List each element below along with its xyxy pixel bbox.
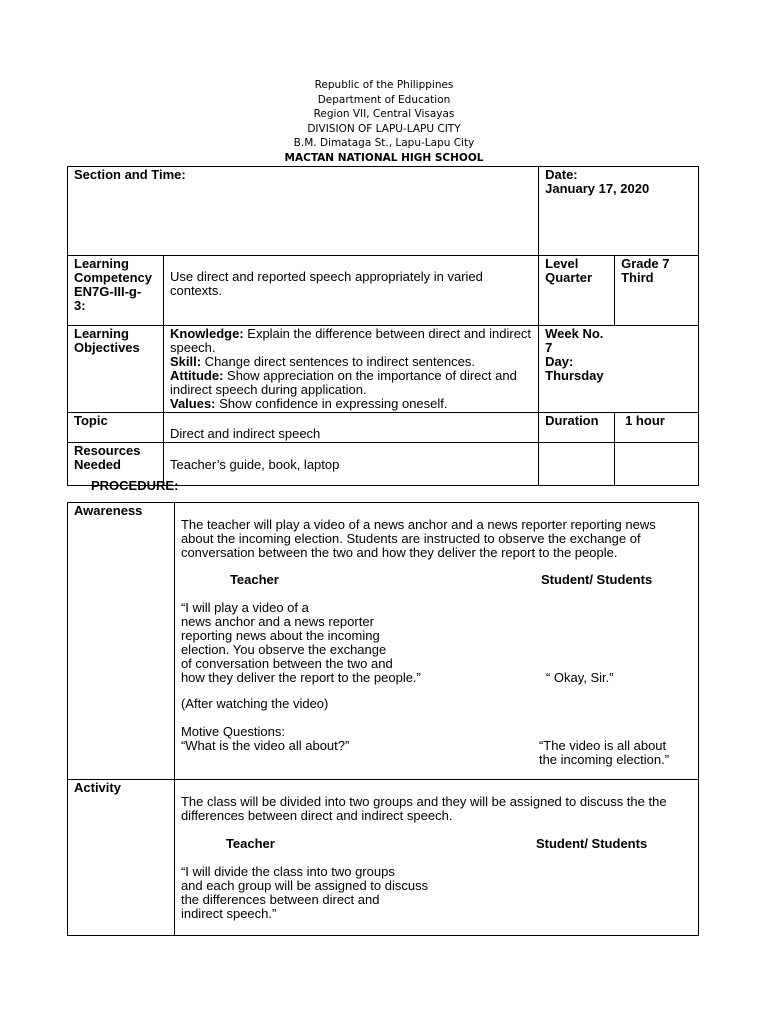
section-time-label: Section and Time:	[74, 167, 186, 182]
competency-row	[68, 256, 699, 326]
awareness-teacher-line4: election. You observe the exchange	[180, 642, 387, 657]
activity-teacher-line2: and each group will be assigned to discuss	[180, 878, 429, 893]
objectives-label-line1: Learning	[74, 326, 129, 341]
header-republic: Republic of the Philippines	[314, 79, 454, 91]
competency-text: Use direct and reported speech appropriately in varied contexts.	[169, 269, 483, 298]
awareness-teacher-line6: how they deliver the report to the people.”	[180, 670, 421, 685]
school-header	[0, 78, 768, 166]
awareness-label-cell	[68, 503, 175, 780]
quarter-label: Quarter	[545, 270, 593, 285]
knowledge-text: Explain the difference between direct and indirect speech.	[169, 326, 532, 355]
attitude-objective	[170, 369, 532, 397]
week-day-cell	[539, 326, 699, 413]
header-address: B.M. Dimataga St., Lapu-Lapu City	[293, 137, 475, 150]
activity-label-cell	[68, 780, 175, 936]
competency-text-cell	[163, 256, 538, 326]
awareness-motive-question: “What is the video all about?”	[180, 738, 350, 753]
competency-label-cell	[68, 256, 164, 326]
knowledge-objective	[170, 327, 532, 355]
awareness-teacher-heading: Teacher	[229, 572, 279, 587]
activity-teacher-line4: indirect speech.”	[180, 906, 277, 921]
activity-content-cell	[174, 780, 698, 936]
quarter-value: Third	[621, 270, 654, 285]
objectives-text-cell	[163, 326, 538, 413]
activity-label: Activity	[74, 780, 121, 795]
level-label: Level	[545, 256, 579, 271]
resources-empty-cell-1	[539, 443, 615, 486]
activity-teacher-line3: the differences between direct and	[180, 892, 380, 907]
resources-text: Teacher’s guide, book, laptop	[169, 457, 340, 472]
awareness-after-video: (After watching the video)	[180, 696, 329, 711]
objectives-row	[68, 326, 699, 413]
knowledge-label: Knowledge:	[169, 326, 244, 341]
day-value: Thursday	[545, 368, 604, 383]
activity-intro: The class will be divided into two groups and they will be assigned to discuss the the differences between direct and indirect speech.	[180, 794, 667, 823]
awareness-intro: The teacher will play a video of a news anchor and a news reporter reporting news about the incoming election. Students are instructed to observe the exchange of conversation between the two and how they deliver the report to the people.	[180, 517, 656, 560]
date-cell	[539, 167, 699, 256]
skill-objective	[170, 355, 532, 369]
week-label: Week No.	[545, 326, 604, 341]
competency-label-line4: 3:	[74, 298, 86, 313]
competency-label-line1: Learning	[74, 256, 129, 271]
topic-text-cell	[163, 413, 538, 443]
awareness-label: Awareness	[74, 503, 143, 518]
duration-label-cell	[539, 413, 615, 443]
attitude-text: Show appreciation on the importance of direct and indirect speech during application.	[169, 368, 517, 397]
duration-label: Duration	[545, 413, 599, 428]
awareness-row	[68, 503, 699, 780]
activity-teacher-line1: “I will divide the class into two groups	[180, 864, 395, 879]
date-value: January 17, 2020	[545, 181, 650, 196]
lesson-info-table	[67, 166, 699, 486]
topic-text: Direct and indirect speech	[169, 426, 321, 441]
header-region: Region VII, Central Visayas	[313, 108, 455, 121]
resources-text-cell	[163, 443, 538, 486]
header-department: Department of Education	[317, 93, 451, 106]
topic-label-cell	[68, 413, 164, 443]
competency-label-line3: EN7G-III-g-	[74, 284, 142, 299]
activity-row	[68, 780, 699, 936]
awareness-content	[175, 503, 698, 779]
procedure-title: PROCEDURE:	[91, 478, 179, 493]
activity-teacher-heading: Teacher	[225, 836, 275, 851]
skill-text: Change direct sentences to indirect sentences.	[201, 354, 475, 369]
awareness-content-cell	[174, 503, 698, 780]
resources-label-line1: Resources	[74, 443, 141, 458]
awareness-teacher-line1: “I will play a video of a	[180, 600, 309, 615]
week-value: 7	[545, 340, 553, 355]
level-value: Grade 7	[621, 256, 670, 271]
awareness-motive-heading: Motive Questions:	[180, 724, 285, 739]
topic-row	[68, 413, 699, 443]
awareness-student-reply2-line1: “The video is all about	[538, 738, 667, 753]
awareness-teacher-line5: of conversation between the two and	[180, 656, 393, 671]
awareness-teacher-line2: news anchor and a news reporter	[180, 614, 374, 629]
date-label: Date:	[545, 167, 578, 182]
awareness-student-heading: Student/ Students	[540, 572, 653, 587]
activity-content	[175, 780, 698, 935]
resources-empty-cell-2	[615, 443, 699, 486]
awareness-student-reply1: “ Okay, Sir.”	[545, 670, 614, 685]
objectives-label-cell	[68, 326, 164, 413]
awareness-teacher-line3: reporting news about the incoming	[180, 628, 380, 643]
objectives-label-line2: Objectives	[74, 340, 140, 355]
topic-label: Topic	[74, 413, 108, 428]
values-objective	[170, 397, 532, 411]
activity-student-heading: Student/ Students	[535, 836, 648, 851]
duration-value: 1 hour	[625, 413, 665, 428]
header-division: DIVISION OF LAPU-LAPU CITY	[307, 122, 461, 135]
procedure-table	[67, 502, 699, 936]
attitude-label: Attitude:	[169, 368, 224, 383]
level-quarter-value-cell	[615, 256, 699, 326]
values-label: Values:	[169, 396, 216, 411]
competency-label-line2: Competency	[74, 270, 153, 285]
section-row	[68, 167, 699, 256]
awareness-student-reply2-line2: the incoming election.”	[538, 752, 670, 767]
values-text: Show confidence in expressing oneself.	[215, 396, 448, 411]
skill-label: Skill:	[169, 354, 202, 369]
resources-label-line2: Needed	[74, 457, 121, 472]
section-time-cell	[68, 167, 539, 256]
duration-value-cell	[615, 413, 699, 443]
day-label: Day:	[545, 354, 574, 369]
level-quarter-label-cell	[539, 256, 615, 326]
header-school: MACTAN NATIONAL HIGH SCHOOL	[284, 151, 484, 164]
